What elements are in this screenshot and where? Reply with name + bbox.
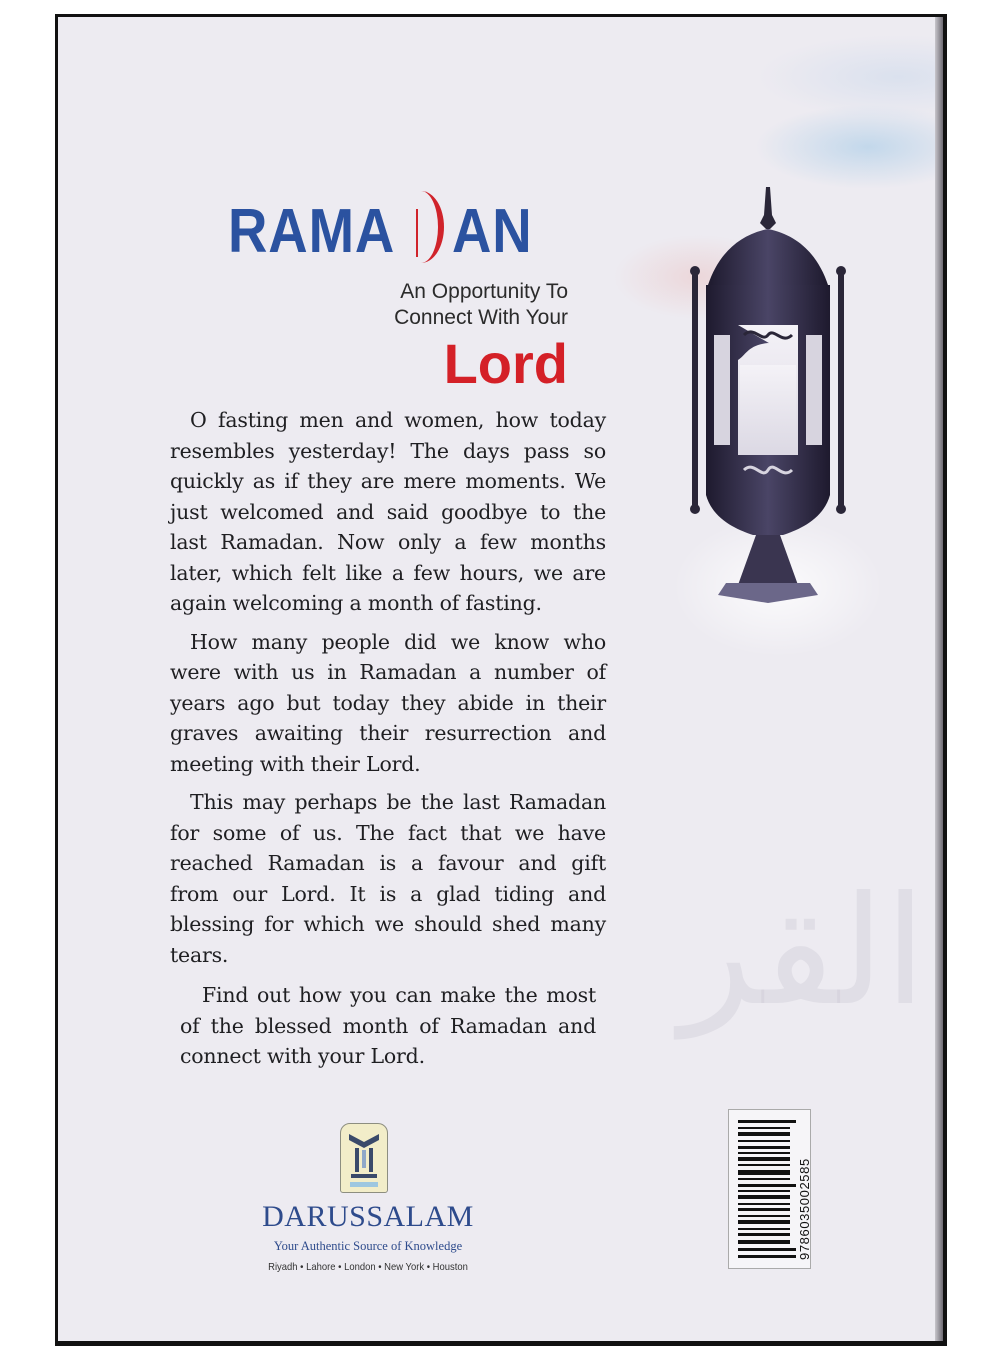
- cover-edge: [935, 17, 943, 1341]
- publisher-cities: Riyadh • Lahore • London • New York • Houston: [268, 1261, 468, 1273]
- isbn-number: 9786035002585: [797, 1158, 812, 1260]
- darussalam-logo-icon: [340, 1123, 388, 1193]
- arabic-calligraphy-watermark-icon: القر: [679, 865, 927, 1039]
- title-part-1: RAMA: [228, 197, 396, 266]
- blurb-paragraph: How many people did we know who were with us in Ramadan a number of years ago but today they abide in their graves awaiting their resurrection and meeting with their Lord.: [170, 629, 606, 776]
- publisher-tagline: Your Authentic Source of Knowledge: [273, 1239, 463, 1253]
- barcode-icon: [728, 1109, 811, 1269]
- book-title: [228, 195, 544, 267]
- crescent-moon-icon: [404, 195, 454, 267]
- lantern-icon: [658, 185, 878, 605]
- blurb-paragraph: This may perhaps be the last Ramadan for some of us. The fact that we have reached Ramadan is a favour and gift from our Lord. It is a glad tiding and blessing for which we should shed many tears.: [170, 790, 606, 967]
- blurb-closing: Find out how you can make the most of the blessed month of Ramadan and connect with your Lord.: [180, 983, 596, 1068]
- book-subtitle: [298, 279, 568, 331]
- blurb-paragraph: O fasting men and women, how today resembles yesterday! The days pass so quickly as if they are mere moments. We just welcomed and said goodbye to the last Ramadan. Now only a few months later, which felt like a few hours, we are again welcoming a month of fasting.: [170, 408, 606, 615]
- blurb: [170, 405, 606, 1080]
- subtitle-line-2: Connect With Your: [394, 306, 568, 329]
- title-part-2: AN: [451, 197, 533, 266]
- book-back-cover: [55, 14, 947, 1346]
- publisher-name: DARUSSALAM: [262, 1200, 474, 1233]
- subtitle-line-1: An Opportunity To: [400, 280, 568, 303]
- subtitle-emphasis: Lord: [443, 332, 568, 395]
